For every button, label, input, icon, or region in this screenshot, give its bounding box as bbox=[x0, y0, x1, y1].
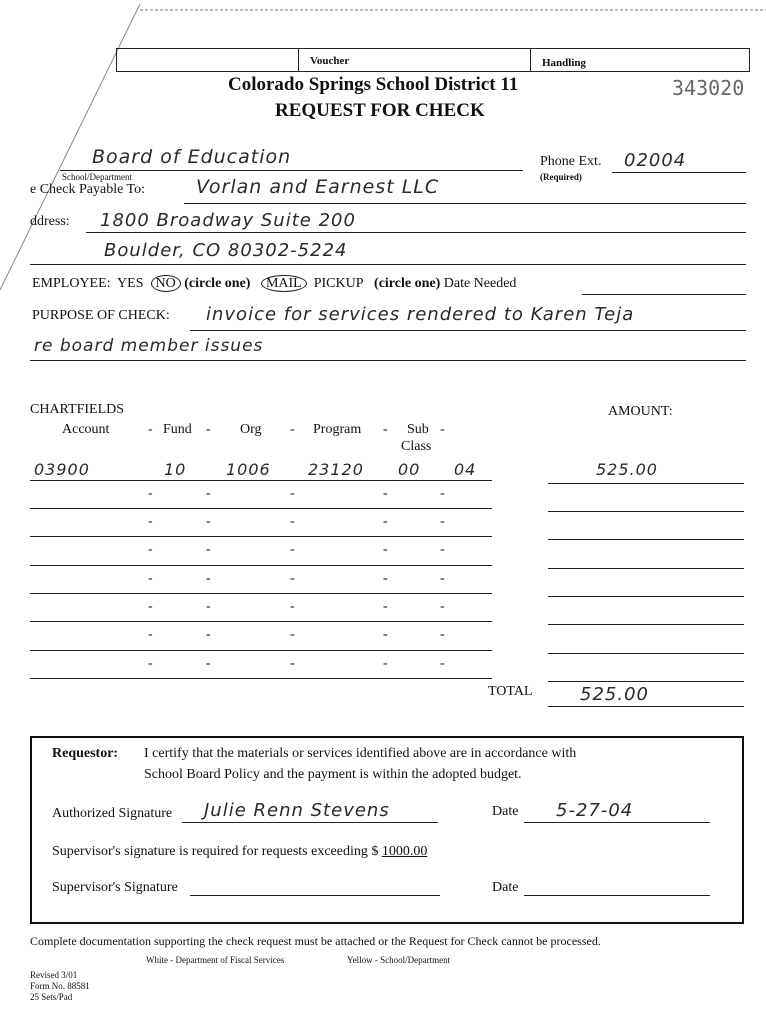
amount-row-line bbox=[548, 624, 744, 625]
requestor-label: Requestor: bbox=[52, 746, 119, 761]
chartfield-separator: - bbox=[290, 486, 295, 501]
payable-value: Vorlan and Earnest LLC bbox=[196, 176, 440, 198]
chartfield-separator: - bbox=[290, 599, 295, 614]
chartfield-separator: - bbox=[290, 627, 295, 642]
col-org: Org bbox=[240, 422, 262, 437]
col-class: Class bbox=[401, 439, 432, 454]
col-sep-4: - bbox=[383, 422, 388, 437]
voucher-divider-2 bbox=[530, 48, 531, 71]
purpose-line-2: re board member issues bbox=[34, 336, 264, 356]
col-sub: Sub bbox=[407, 422, 429, 437]
entry-amount: 525.00 bbox=[596, 460, 658, 479]
entry-account: 03900 bbox=[34, 460, 90, 479]
amount-row-line bbox=[548, 568, 744, 569]
date-label: Date bbox=[492, 804, 519, 819]
chartfield-separator: - bbox=[148, 656, 153, 671]
entry-program: 23120 bbox=[308, 460, 364, 479]
certification-statement-1: I certify that the materials or services identified above are in accordance with bbox=[144, 746, 577, 761]
address-label: ddress: bbox=[30, 214, 70, 229]
total-label: TOTAL bbox=[488, 684, 533, 699]
entry-sub: 00 bbox=[398, 460, 421, 479]
footer-yellow-copy: Yellow - School/Department bbox=[347, 955, 451, 965]
chartfield-separator: - bbox=[206, 514, 211, 529]
amount-row-line bbox=[548, 681, 744, 682]
phone-line bbox=[612, 172, 746, 173]
chartfield-separator: - bbox=[206, 599, 211, 614]
chartfield-separator: - bbox=[440, 627, 445, 642]
col-sep-5: - bbox=[440, 422, 445, 437]
chartfield-separator: - bbox=[383, 542, 388, 557]
date-line-2 bbox=[524, 895, 710, 896]
total-line bbox=[548, 706, 744, 707]
delivery-pickup[interactable]: PICKUP bbox=[313, 276, 364, 291]
chartfield-separator: - bbox=[206, 486, 211, 501]
employee-no[interactable]: NO bbox=[151, 275, 181, 292]
payable-label: e Check Payable To: bbox=[30, 182, 146, 197]
chartfield-separator: - bbox=[148, 571, 153, 586]
chartfield-separator: - bbox=[148, 486, 153, 501]
footer-form-no: Form No. 88581 bbox=[30, 981, 90, 991]
chartfield-separator: - bbox=[290, 542, 295, 557]
purpose-label: PURPOSE OF CHECK: bbox=[32, 308, 170, 323]
voucher-label: Voucher bbox=[310, 55, 350, 67]
chartfield-row-line bbox=[30, 593, 492, 594]
col-fund: Fund bbox=[163, 422, 192, 437]
entry-class: 04 bbox=[454, 460, 477, 479]
supervisor-signature-line bbox=[190, 895, 440, 896]
address-line-1: 1800 Broadway Suite 200 bbox=[100, 210, 356, 231]
footer-white-copy: White - Department of Fiscal Services bbox=[146, 955, 285, 965]
date-needed-line bbox=[582, 294, 746, 295]
footer-note: Complete documentation supporting the check request must be attached or the Request for Check cannot be processed. bbox=[30, 934, 601, 948]
chartfield-row-line bbox=[30, 536, 492, 537]
col-account: Account bbox=[62, 422, 110, 437]
supervisor-note-text: Supervisor's signature is required for requests exceeding $ bbox=[52, 844, 379, 859]
authorized-signature-line bbox=[182, 822, 438, 823]
chartfield-separator: - bbox=[148, 514, 153, 529]
authorized-signature-value: Julie Renn Stevens bbox=[204, 800, 390, 821]
chartfield-row-line bbox=[30, 565, 492, 566]
chartfield-separator: - bbox=[206, 571, 211, 586]
voucher-box bbox=[116, 48, 750, 72]
chartfield-separator: - bbox=[383, 514, 388, 529]
date-needed-label: Date Needed bbox=[443, 276, 517, 291]
chartfield-separator: - bbox=[440, 571, 445, 586]
amount-row-line bbox=[548, 483, 744, 484]
phone-required: (Required) bbox=[540, 172, 582, 182]
chartfield-separator: - bbox=[440, 486, 445, 501]
entry-org: 1006 bbox=[226, 460, 271, 479]
amount-row-line bbox=[548, 596, 744, 597]
chartfield-separator: - bbox=[148, 542, 153, 557]
chartfield-separator: - bbox=[148, 599, 153, 614]
certification-statement-2: School Board Policy and the payment is within the adopted budget. bbox=[144, 767, 522, 782]
supervisor-threshold: 1000.00 bbox=[381, 844, 428, 859]
employee-label: EMPLOYEE: bbox=[32, 276, 111, 291]
chartfield-separator: - bbox=[383, 599, 388, 614]
delivery-circle-one: (circle one) bbox=[374, 276, 441, 291]
employee-circle-one: (circle one) bbox=[184, 276, 251, 291]
school-line bbox=[60, 170, 523, 171]
chartfield-row-line bbox=[30, 508, 492, 509]
supervisor-note bbox=[52, 844, 427, 860]
chartfield-separator: - bbox=[383, 486, 388, 501]
date-value: 5-27-04 bbox=[556, 800, 634, 821]
payable-line bbox=[184, 203, 746, 204]
date-label-2: Date bbox=[492, 880, 519, 895]
date-line bbox=[524, 822, 710, 823]
authorized-signature-label: Authorized Signature bbox=[52, 806, 173, 821]
col-program: Program bbox=[313, 422, 362, 437]
chartfield-separator: - bbox=[148, 627, 153, 642]
purpose-line-1-rule bbox=[190, 330, 746, 331]
col-sep-1: - bbox=[148, 422, 153, 437]
amount-row-line bbox=[548, 511, 744, 512]
district-name: Colorado Springs School District 11 bbox=[228, 74, 519, 95]
chartfield-row-line bbox=[30, 621, 492, 622]
chartfield-separator: - bbox=[440, 599, 445, 614]
purpose-line-2-rule bbox=[30, 360, 746, 361]
amount-row-line bbox=[548, 653, 744, 654]
document-number: 343020 bbox=[672, 76, 745, 100]
chartfield-row-line bbox=[30, 678, 492, 679]
chartfield-separator: - bbox=[383, 656, 388, 671]
chartfield-separator: - bbox=[383, 627, 388, 642]
address-line-2: Boulder, CO 80302-5224 bbox=[104, 240, 348, 261]
chartfield-separator: - bbox=[440, 514, 445, 529]
amount-row-line bbox=[548, 539, 744, 540]
chartfield-separator: - bbox=[206, 656, 211, 671]
chartfield-separator: - bbox=[290, 514, 295, 529]
chartfields-title: CHARTFIELDS bbox=[30, 402, 125, 417]
footer-sets: 25 Sets/Pad bbox=[30, 992, 73, 1002]
chartfield-row-line bbox=[30, 650, 492, 651]
page-title: REQUEST FOR CHECK bbox=[275, 100, 485, 121]
address-line-1-rule bbox=[86, 232, 746, 233]
delivery-mail[interactable]: MAIL bbox=[261, 275, 307, 292]
handling-label: Handling bbox=[542, 57, 587, 69]
col-sep-2: - bbox=[206, 422, 211, 437]
phone-label: Phone Ext. bbox=[540, 154, 602, 169]
employee-yes[interactable]: YES bbox=[117, 276, 144, 291]
school-value: Board of Education bbox=[92, 146, 292, 168]
chartfield-separator: - bbox=[440, 542, 445, 557]
entry-fund: 10 bbox=[164, 460, 187, 479]
chartfield-row-line bbox=[30, 480, 492, 481]
chartfield-separator: - bbox=[440, 656, 445, 671]
chartfield-separator: - bbox=[383, 571, 388, 586]
col-sep-3: - bbox=[290, 422, 295, 437]
supervisor-signature-label: Supervisor's Signature bbox=[52, 880, 178, 895]
amount-label: AMOUNT: bbox=[608, 404, 673, 419]
school-caption: School/Department bbox=[62, 172, 132, 182]
chartfield-separator: - bbox=[290, 656, 295, 671]
purpose-line-1: invoice for services rendered to Karen Teja bbox=[206, 304, 635, 325]
footer-revised: Revised 3/01 bbox=[30, 970, 78, 980]
voucher-divider-1 bbox=[298, 48, 299, 71]
chartfield-separator: - bbox=[206, 627, 211, 642]
address-line-2-rule bbox=[30, 264, 746, 265]
chartfield-separator: - bbox=[206, 542, 211, 557]
total-value: 525.00 bbox=[580, 684, 649, 705]
employee-row bbox=[32, 276, 516, 292]
chartfield-separator: - bbox=[290, 571, 295, 586]
phone-value: 02004 bbox=[624, 150, 687, 171]
